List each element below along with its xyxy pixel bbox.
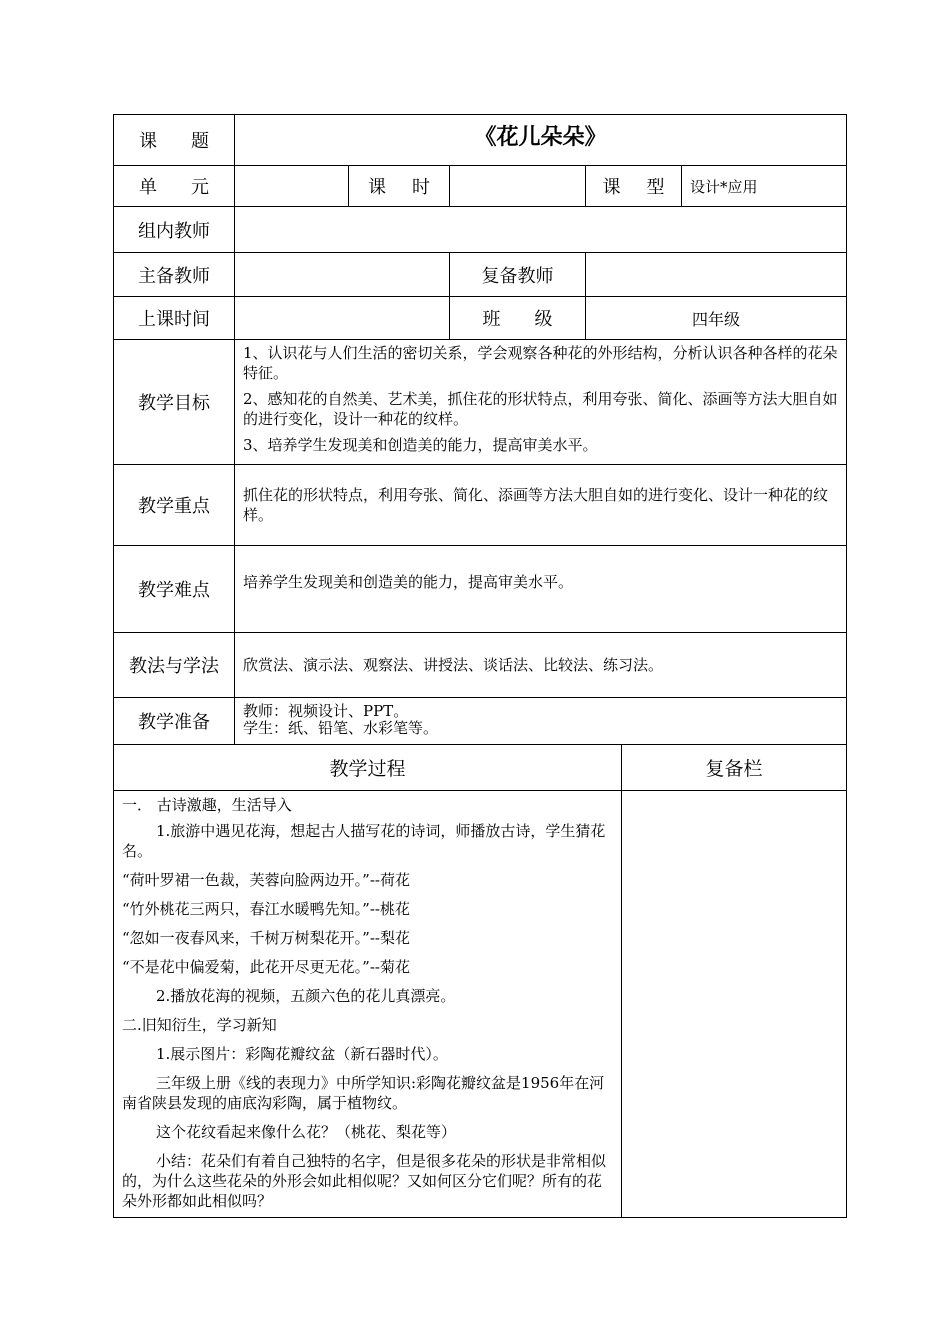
unit-value [235,166,349,207]
goals-label: 教学目标 [114,340,235,465]
section-2-summary: 小结：花朵们有着自己独特的名字，但是很多花朵的形状是非常相似的，为什么这些花朵的外形会如此相似呢？又如何区分它们呢？所有的花朵外形都如此相似吗？ [122,1152,607,1210]
section-2-title: 二.旧知衍生，学习新知 [122,1016,277,1034]
class-time-row [114,297,847,340]
goals-content [235,340,847,465]
section-1-title: 一． 古诗激趣，生活导入 [122,796,292,814]
group-teachers-row [114,207,847,253]
class-time-label: 上课时间 [114,297,235,340]
poem-line: “不是花中偏爱菊，此花开尽更无花。”--菊花 [122,958,410,976]
process-header-row [114,745,847,791]
difficulties-content: 培养学生发现美和创造美的能力，提高审美水平。 [235,546,847,633]
unit-label: 单 元 [114,166,235,207]
period-label: 课 时 [349,166,450,207]
lead-teacher-row [114,253,847,297]
key-points-content: 抓住花的形状特点，利用夸张、简化、添画等方法大胆自如的进行变化、设计一种花的纹样。 [235,465,847,546]
type-label: 课 型 [586,166,682,207]
poem-line: “竹外桃花三两只，春江水暖鸭先知。”--桃花 [122,900,410,918]
unit-row [114,166,847,207]
topic-row [114,115,847,166]
process-body-row [114,791,847,1218]
goal-item: 3、培养学生发现美和创造美的能力，提高审美水平。 [243,436,598,454]
lead-teacher-label: 主备教师 [114,253,235,297]
prep-student-text: 学生：纸、铅笔、水彩笔等。 [243,719,439,737]
poem-line: “荷叶罗裙一色裁，芙蓉向脸两边开。”--荷花 [122,871,410,889]
group-teachers-label: 组内教师 [114,207,235,253]
methods-content: 欣赏法、演示法、观察法、讲授法、谈话法、比较法、练习法。 [235,633,847,698]
topic-label: 课 题 [114,115,235,166]
topic-value: 《花儿朵朵》 [235,115,847,166]
prep-label: 教学准备 [114,698,235,745]
section-1-paragraph: 1.旅游中遇见花海，想起古人描写花的诗词，师播放古诗，学生猜花名。 [122,822,606,860]
lesson-info-table [113,114,847,745]
class-time-value [235,297,450,340]
review-teacher-label: 复备教师 [450,253,586,297]
poem-line: “忽如一夜春风来，千树万树梨花开。”--梨花 [122,929,410,947]
section-2-paragraph: 1.展示图片：彩陶花瓣纹盆（新石器时代）。 [156,1045,448,1063]
grade-value: 四年级 [586,297,847,340]
key-points-label: 教学重点 [114,465,235,546]
group-teachers-value [235,207,847,253]
type-value: 设计*应用 [682,166,847,207]
grade-label: 班 级 [450,297,586,340]
difficulties-row [114,546,847,633]
period-value [450,166,586,207]
goal-item: 2、感知花的自然美、艺术美，抓住花的形状特点，利用夸张、简化、添画等方法大胆自如的进行变化，设计一种花的纹样。 [243,390,838,428]
difficulties-label: 教学难点 [114,546,235,633]
process-table [113,744,847,1218]
section-2-paragraph: 这个花纹看起来像什么花？（桃花、梨花等） [156,1123,457,1141]
review-header: 复备栏 [622,745,847,791]
prep-teacher-text: 教师：视频设计、PPT。 [243,702,409,720]
review-column [622,791,847,1218]
key-points-row [114,465,847,546]
goal-item: 1、认识花与人们生活的密切关系，学会观察各种花的外形结构，分析认识各种各样的花朵特征。 [243,344,838,382]
methods-label: 教法与学法 [114,633,235,698]
section-1-paragraph: 2.播放花海的视频，五颜六色的花儿真漂亮。 [156,987,456,1005]
lead-teacher-value [235,253,450,297]
prep-row [114,698,847,745]
lesson-plan-sheet [113,114,846,1218]
section-2-paragraph: 三年级上册《线的表现力》中所学知识:彩陶花瓣纹盆是1956年在河南省陕县发现的庙底沟彩陶，属于植物纹。 [122,1074,605,1112]
methods-row [114,633,847,698]
process-header: 教学过程 [114,745,622,791]
goals-row [114,340,847,465]
prep-content [235,698,847,745]
process-content [114,791,622,1218]
review-teacher-value [586,253,847,297]
